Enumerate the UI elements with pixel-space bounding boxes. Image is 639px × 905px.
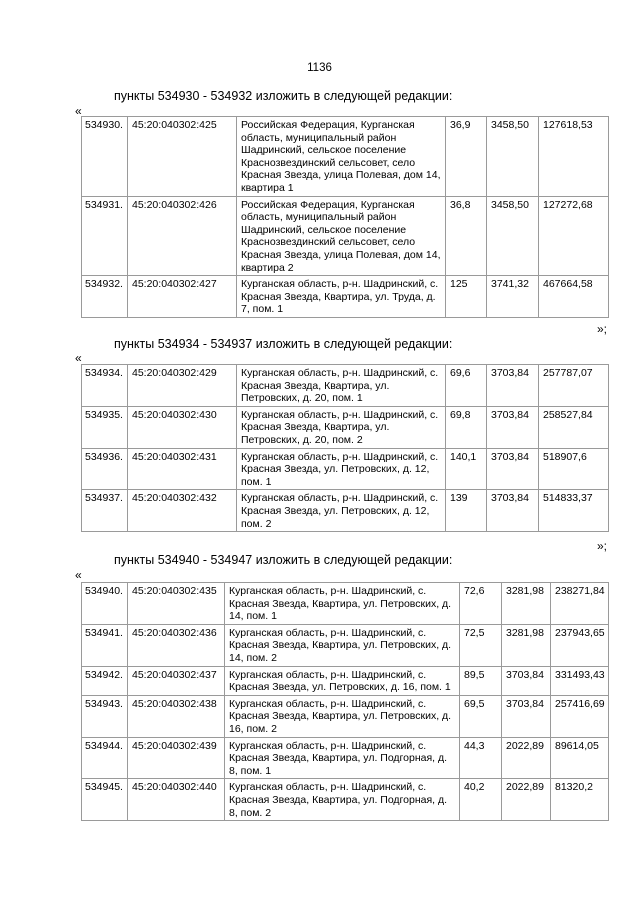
address-cell: Курганская область, р-н. Шадринский, с. Красная Звезда, ул. Петровских, д. 12, пом. 2 bbox=[237, 490, 446, 532]
item-number-cell: 534942. bbox=[82, 666, 128, 695]
table-row bbox=[82, 448, 609, 490]
address-cell: Курганская область, р-н. Шадринский, с. Красная Звезда, Квартира, ул. Подгорная, д. 8, пом. 1 bbox=[225, 737, 460, 779]
table-row bbox=[82, 666, 609, 695]
table-row bbox=[82, 406, 609, 448]
cadastral-number-cell: 45:20:040302:426 bbox=[128, 196, 237, 276]
amendment-table bbox=[81, 582, 609, 821]
page-number: 1136 bbox=[307, 62, 332, 74]
area-cell: 36,9 bbox=[446, 117, 487, 197]
address-cell: Курганская область, р-н. Шадринский, с. Красная Звезда, Квартира, ул. Петровских, д. 14, пом. 2 bbox=[225, 624, 460, 666]
cadastral-number-cell: 45:20:040302:431 bbox=[128, 448, 237, 490]
table-row bbox=[82, 695, 609, 737]
amendment-table bbox=[81, 364, 609, 532]
address-cell: Курганская область, р-н. Шадринский, с. Красная Звезда, Квартира, ул. Подгорная, д. 8, пом. 2 bbox=[225, 779, 460, 821]
table-row bbox=[82, 737, 609, 779]
cadastral-number-cell: 45:20:040302:432 bbox=[128, 490, 237, 532]
item-number-cell: 534932. bbox=[82, 276, 128, 318]
value-cell: 89614,05 bbox=[551, 737, 609, 779]
item-number-cell: 534937. bbox=[82, 490, 128, 532]
cadastral-number-cell: 45:20:040302:437 bbox=[128, 666, 225, 695]
cadastral-number-cell: 45:20:040302:425 bbox=[128, 117, 237, 197]
item-number-cell: 534940. bbox=[82, 583, 128, 625]
table-row bbox=[82, 490, 609, 532]
area-cell: 139 bbox=[446, 490, 487, 532]
address-cell: Курганская область, р-н. Шадринский, с. Красная Звезда, Квартира, ул. Петровских, д. 14, пом. 1 bbox=[225, 583, 460, 625]
rate-cell: 3741,32 bbox=[487, 276, 539, 318]
cadastral-number-cell: 45:20:040302:429 bbox=[128, 365, 237, 407]
area-cell: 72,6 bbox=[460, 583, 502, 625]
table-row bbox=[82, 365, 609, 407]
cadastral-number-cell: 45:20:040302:436 bbox=[128, 624, 225, 666]
cadastral-number-cell: 45:20:040302:439 bbox=[128, 737, 225, 779]
cadastral-number-cell: 45:20:040302:438 bbox=[128, 695, 225, 737]
address-cell: Российская Федерация, Курганская область, муниципальный район Шадринский, сельское поселение Краснозвездинский сельсовет, село Красная Звезда, улица Полевая, дом 14, квартира 2 bbox=[237, 196, 446, 276]
open-quote: « bbox=[75, 568, 82, 582]
value-cell: 331493,43 bbox=[551, 666, 609, 695]
value-cell: 237943,65 bbox=[551, 624, 609, 666]
area-cell: 69,6 bbox=[446, 365, 487, 407]
item-number-cell: 534935. bbox=[82, 406, 128, 448]
area-cell: 140,1 bbox=[446, 448, 487, 490]
item-number-cell: 534934. bbox=[82, 365, 128, 407]
value-cell: 257416,69 bbox=[551, 695, 609, 737]
cadastral-number-cell: 45:20:040302:430 bbox=[128, 406, 237, 448]
table-row bbox=[82, 624, 609, 666]
value-cell: 514833,37 bbox=[539, 490, 609, 532]
value-cell: 127618,53 bbox=[539, 117, 609, 197]
item-number-cell: 534930. bbox=[82, 117, 128, 197]
rate-cell: 2022,89 bbox=[502, 779, 551, 821]
address-cell: Курганская область, р-н. Шадринский, с. Красная Звезда, ул. Петровских, д. 12, пом. 1 bbox=[237, 448, 446, 490]
item-number-cell: 534931. bbox=[82, 196, 128, 276]
value-cell: 238271,84 bbox=[551, 583, 609, 625]
value-cell: 127272,68 bbox=[539, 196, 609, 276]
close-quote: »; bbox=[597, 322, 608, 336]
close-quote: »; bbox=[597, 539, 608, 553]
rate-cell: 3458,50 bbox=[487, 196, 539, 276]
area-cell: 72,5 bbox=[460, 624, 502, 666]
open-quote: « bbox=[75, 351, 82, 365]
rate-cell: 3703,84 bbox=[487, 365, 539, 407]
value-cell: 467664,58 bbox=[539, 276, 609, 318]
area-cell: 125 bbox=[446, 276, 487, 318]
area-cell: 44,3 bbox=[460, 737, 502, 779]
rate-cell: 3703,84 bbox=[487, 448, 539, 490]
value-cell: 257787,07 bbox=[539, 365, 609, 407]
address-cell: Курганская область, р-н. Шадринский, с. Красная Звезда, Квартира, ул. Петровских, д. 16, пом. 2 bbox=[225, 695, 460, 737]
cadastral-number-cell: 45:20:040302:427 bbox=[128, 276, 237, 318]
section-intro: пункты 534940 - 534947 изложить в следующей редакции: bbox=[114, 553, 453, 567]
area-cell: 69,8 bbox=[446, 406, 487, 448]
area-cell: 40,2 bbox=[460, 779, 502, 821]
address-cell: Курганская область, р-н. Шадринский, с. Красная Звезда, Квартира, ул. Труда, д. 7, пом. 1 bbox=[237, 276, 446, 318]
address-cell: Курганская область, р-н. Шадринский, с. Красная Звезда, Квартира, ул. Петровских, д. 20, пом. 1 bbox=[237, 365, 446, 407]
value-cell: 81320,2 bbox=[551, 779, 609, 821]
section-intro: пункты 534930 - 534932 изложить в следующей редакции: bbox=[114, 89, 453, 103]
area-cell: 36,8 bbox=[446, 196, 487, 276]
rate-cell: 3703,84 bbox=[487, 490, 539, 532]
table-row bbox=[82, 117, 609, 197]
rate-cell: 3703,84 bbox=[502, 666, 551, 695]
address-cell: Российская Федерация, Курганская область, муниципальный район Шадринский, сельское поселение Краснозвездинский сельсовет, село Красная Звезда, улица Полевая, дом 14, квартира 1 bbox=[237, 117, 446, 197]
value-cell: 258527,84 bbox=[539, 406, 609, 448]
table-row bbox=[82, 779, 609, 821]
cadastral-number-cell: 45:20:040302:440 bbox=[128, 779, 225, 821]
rate-cell: 3458,50 bbox=[487, 117, 539, 197]
item-number-cell: 534936. bbox=[82, 448, 128, 490]
rate-cell: 2022,89 bbox=[502, 737, 551, 779]
area-cell: 69,5 bbox=[460, 695, 502, 737]
section-intro: пункты 534934 - 534937 изложить в следующей редакции: bbox=[114, 337, 453, 351]
table-row bbox=[82, 196, 609, 276]
table-row bbox=[82, 583, 609, 625]
item-number-cell: 534944. bbox=[82, 737, 128, 779]
cadastral-number-cell: 45:20:040302:435 bbox=[128, 583, 225, 625]
rate-cell: 3281,98 bbox=[502, 583, 551, 625]
rate-cell: 3703,84 bbox=[502, 695, 551, 737]
item-number-cell: 534943. bbox=[82, 695, 128, 737]
item-number-cell: 534945. bbox=[82, 779, 128, 821]
item-number-cell: 534941. bbox=[82, 624, 128, 666]
value-cell: 518907,6 bbox=[539, 448, 609, 490]
area-cell: 89,5 bbox=[460, 666, 502, 695]
rate-cell: 3703,84 bbox=[487, 406, 539, 448]
amendment-table bbox=[81, 116, 609, 318]
table-row bbox=[82, 276, 609, 318]
open-quote: « bbox=[75, 104, 82, 118]
rate-cell: 3281,98 bbox=[502, 624, 551, 666]
address-cell: Курганская область, р-н. Шадринский, с. Красная Звезда, ул. Петровских, д. 16, пом. 1 bbox=[225, 666, 460, 695]
address-cell: Курганская область, р-н. Шадринский, с. Красная Звезда, Квартира, ул. Петровских, д. 20, пом. 2 bbox=[237, 406, 446, 448]
